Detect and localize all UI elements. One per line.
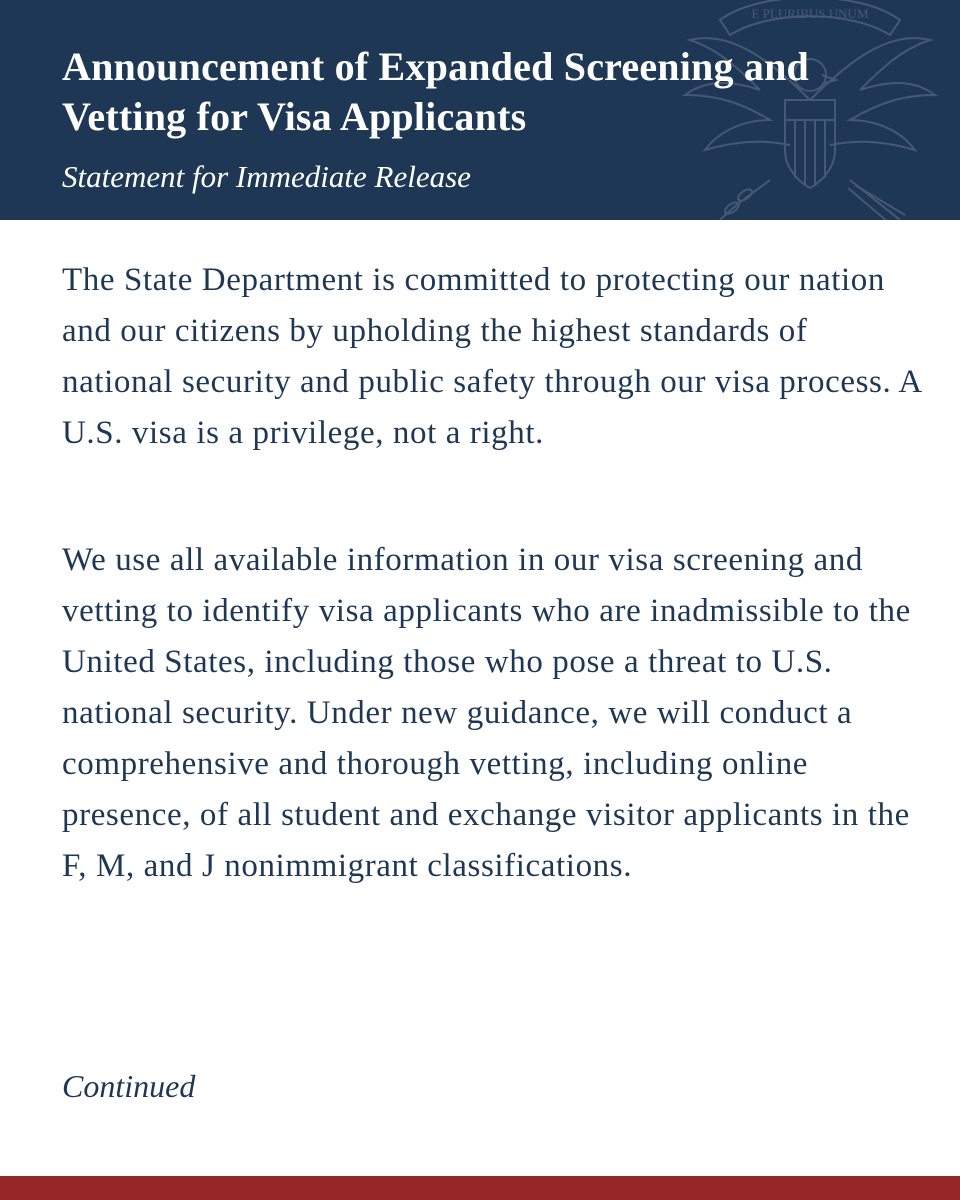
header-banner (0, 0, 960, 220)
continued-label: Continued (62, 1068, 196, 1104)
footer-red-bar (0, 1176, 960, 1200)
body-paragraph-1: The State Department is committed to protecting our nation and our citizens by upholding the highest standards of national security and public safety through our visa process. A U.S. visa is a privilege, not a right. (62, 262, 921, 451)
seal-motto: E PLURIBUS UNUM (751, 6, 869, 21)
page-subtitle: Statement for Immediate Release (62, 159, 471, 194)
page-title: Announcement of Expanded Screening and Vetting for Visa Applicants (62, 44, 809, 139)
body-paragraph-2: We use all available information in our visa screening and vetting to identify visa applicants who are inadmissible to the United States, including those who pose a threat to U.S. national security. Under new guidance, we will conduct a comprehensive and thorough vetting, including online presence, of all student and exchange visitor applicants in the F, M, and J nonimmigrant classifications. (62, 542, 911, 884)
